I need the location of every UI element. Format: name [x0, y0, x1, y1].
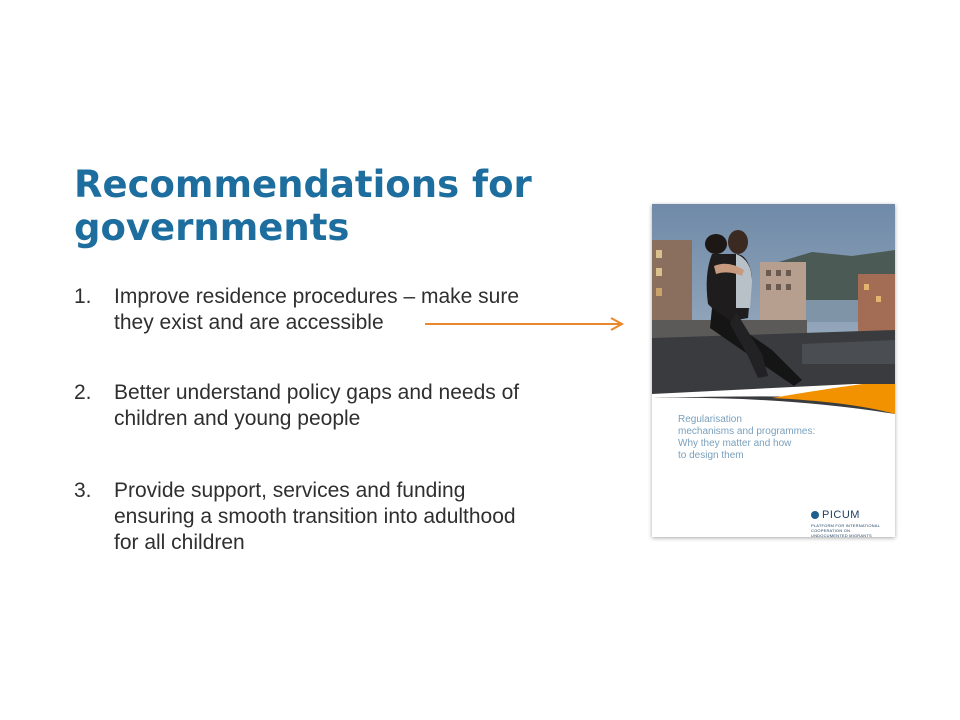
- list-item-line: Better understand policy gaps and needs of: [114, 381, 520, 404]
- list-item-line: for all children: [114, 531, 245, 554]
- list-item-text: [114, 478, 584, 556]
- list-item-line: children and young people: [114, 407, 361, 430]
- cover-title-line: Regularisation: [678, 414, 742, 425]
- logo-subtitle: [811, 523, 891, 537]
- list-item-number: 3.: [74, 479, 92, 502]
- list-item-text: [114, 380, 584, 432]
- list-item-number: 1.: [74, 285, 92, 308]
- cover-title-line: mechanisms and programmes:: [678, 426, 816, 437]
- list-item-line: Improve residence procedures – make sure: [114, 285, 520, 308]
- list-item-line: they exist and are accessible: [114, 311, 384, 334]
- report-cover: [652, 204, 895, 537]
- slide-title: Recommendations for governments: [74, 163, 532, 249]
- picum-logo: [811, 508, 891, 537]
- arrow-right-icon: [425, 314, 625, 334]
- cover-title-line: Why they matter and how: [678, 438, 792, 449]
- logo-subtitle-line: UNDOCUMENTED MIGRANTS: [811, 533, 872, 537]
- logo-subtitle-line: PLATFORM FOR INTERNATIONAL COOPERATION ON: [811, 523, 880, 533]
- list-item-line: ensuring a smooth transition into adulthood: [114, 505, 516, 528]
- cover-title: [678, 414, 878, 462]
- cover-title-line: to design them: [678, 450, 744, 461]
- list-item-line: Provide support, services and funding: [114, 479, 466, 502]
- logo-dot-icon: [811, 511, 819, 519]
- list-item-number: 2.: [74, 381, 92, 404]
- logo-name: PICUM: [822, 509, 860, 521]
- cover-photo: [652, 204, 895, 414]
